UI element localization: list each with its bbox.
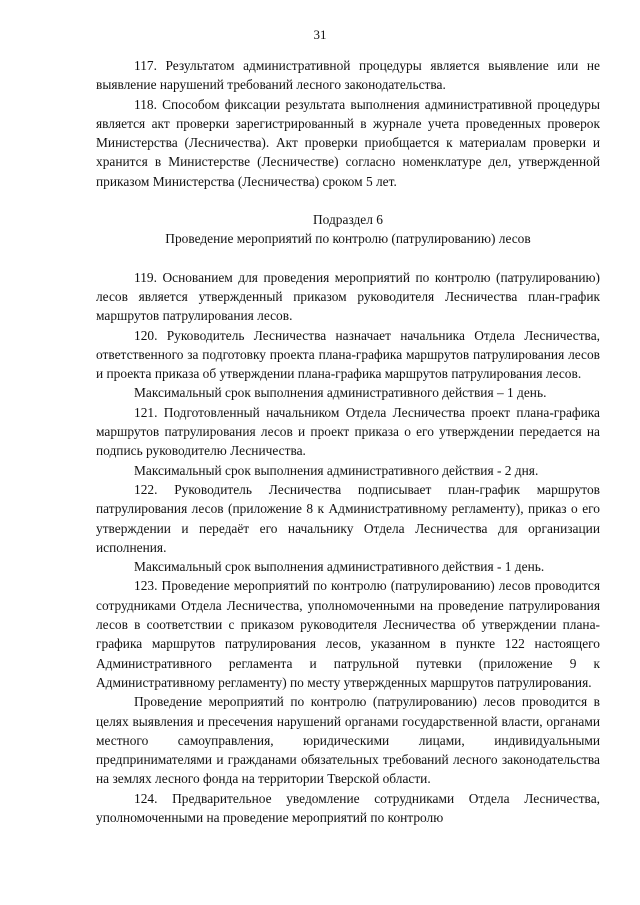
document-body (96, 56, 600, 827)
paragraph-122: 122. Руководитель Лесничества подписывает план-график маршрутов патрулирования лесов (приложение 8 к Административному регламенту), приказ о его утверждении и передаёт его начальнику Отдела Лесничества для организации исполнения. (96, 481, 600, 555)
paragraph-123-continued: Проведение мероприятий по контролю (патрулированию) лесов проводится в целях выявления и пресечения нарушений органами государственной власти, органами местного самоуправления, юридическими лицами, индивидуальными предпринимателями и гражданами обязательных требований лесного законодательства на землях лесного фонда на территории Тверской области. (96, 694, 600, 787)
deadline-120: Максимальный срок выполнения административного действия – 1 день. (134, 385, 547, 401)
paragraph-121: 121. Подготовленный начальником Отдела Лесничества проект плана-графика маршрутов патрулирования лесов и проект приказа о его утверждении передается на подпись руководителю Лесничества. (96, 404, 600, 459)
paragraph-119: 119. Основанием для проведения мероприятий по контролю (патрулированию) лесов является утвержденный приказом руководителя Лесничества план-график маршрутов патрулирования лесов. (96, 269, 600, 324)
paragraph-120: 120. Руководитель Лесничества назначает начальника Отдела Лесничества, ответственного за подготовку проекта плана-графика маршрутов патрулирования лесов и проекта приказа об утверждении плана-графика маршрутов патрулирования лесов. (96, 327, 600, 382)
subsection-title: Проведение мероприятий по контролю (патрулированию) лесов (165, 231, 531, 247)
deadline-121: Максимальный срок выполнения административного действия - 2 дня. (134, 462, 539, 478)
subsection-label: Подраздел 6 (313, 212, 383, 228)
paragraph-124: 124. Предварительное уведомление сотрудниками Отдела Лесничества, уполномоченными на проведение мероприятий по контролю (96, 790, 600, 825)
deadline-122: Максимальный срок выполнения административного действия - 1 день. (134, 559, 545, 575)
paragraph-117: 117. Результатом административной процедуры является выявление или не выявление нарушений требований лесного законодательства. (96, 58, 600, 93)
page-number: 31 (313, 27, 327, 42)
paragraph-118: 118. Способом фиксации результата выполнения административной процедуры является акт проверки зарегистрированный в журнале учета проведенных проверок Министерства (Лесничества). Акт проверки приобщается к материалам проверки и хранится в Министерстве (Лесничестве) согласно номенклатуре дел, утвержденной приказом Министерства (Лесничества) сроком 5 лет. (96, 96, 600, 189)
paragraph-123: 123. Проведение мероприятий по контролю (патрулированию) лесов проводится сотрудниками Отдела Лесничества, уполномоченными на проведение патрулирования лесов в соответствии с приказом руководителя Лесничества об утверждении плана-графика маршрутов патрулирования лесов, указанном в пункте 122 настоящего Административного регламента и патрульной путевки (приложение 9 к Административному регламенту) по месту утвержденных маршрутов патрулирования. (96, 578, 600, 690)
